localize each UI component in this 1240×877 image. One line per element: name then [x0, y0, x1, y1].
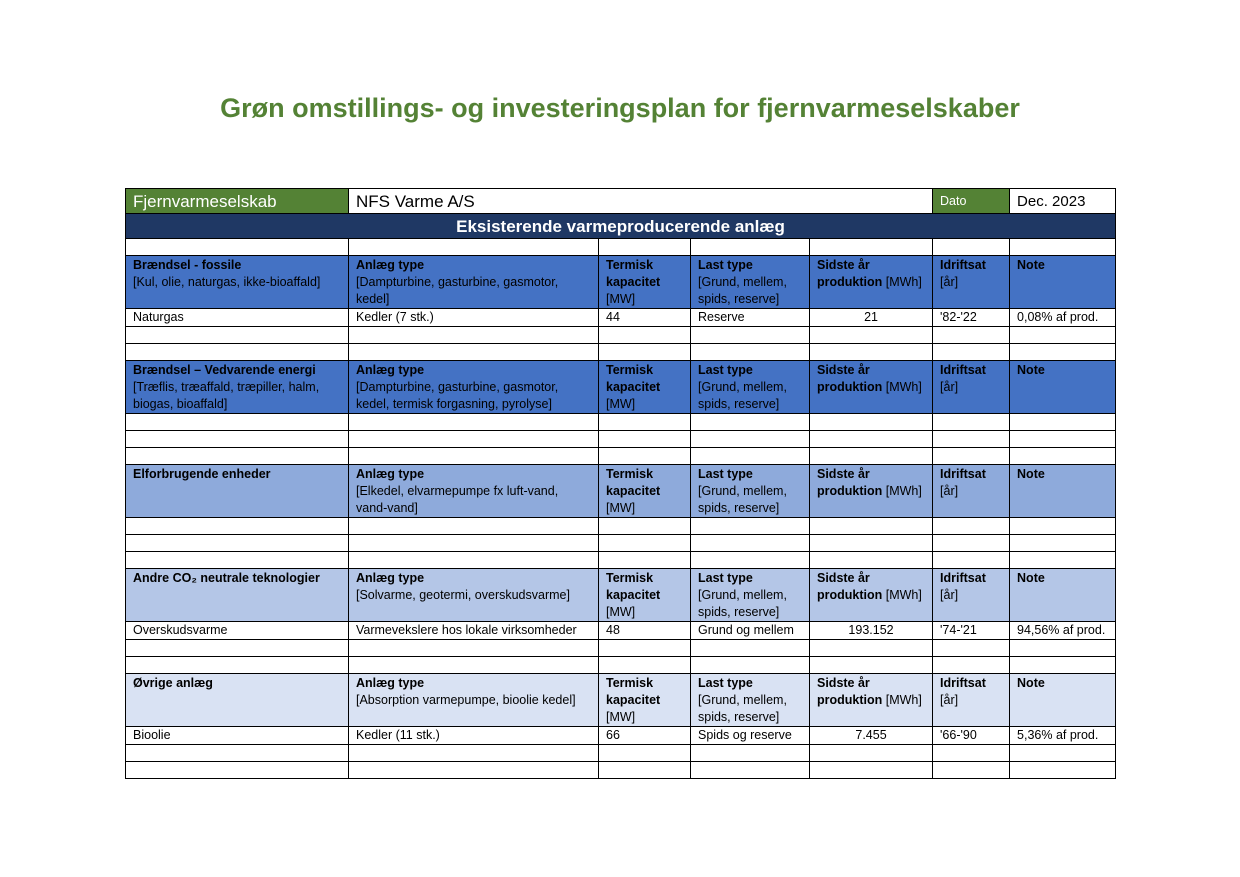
section-title-cell [126, 674, 349, 727]
empty-row [126, 657, 1116, 674]
last-type-cell [691, 256, 810, 309]
anlaeg-type-cell [349, 569, 599, 622]
termisk-cell [599, 361, 691, 414]
note-cell [1010, 361, 1116, 414]
termisk-unit: [MW] [606, 292, 636, 306]
empty-row [126, 518, 1116, 535]
row-capacity[interactable]: 66 [599, 727, 691, 745]
note-cell [1010, 674, 1116, 727]
section-title: Elforbrugende enheder [133, 467, 271, 481]
section-header-vedvarende [126, 361, 1116, 414]
anlaeg-type-title: Anlæg type [356, 676, 425, 690]
anlaeg-type-sub: [Absorption varmepumpe, bioolie kedel] [356, 693, 576, 707]
idrift-title: Idriftsat [940, 467, 986, 481]
idrift-cell [933, 361, 1010, 414]
anlaeg-type-title: Anlæg type [356, 363, 425, 377]
band-title: Eksisterende varmeproducerende anlæg [126, 214, 1116, 239]
anlaeg-type-cell [349, 465, 599, 518]
empty-row [126, 535, 1116, 552]
sidste-unit: [MWh] [885, 588, 922, 602]
idrift-cell [933, 256, 1010, 309]
last-type-sub: [Grund, mellem, spids, reserve] [698, 484, 787, 515]
termisk-cell [599, 256, 691, 309]
plant-table [125, 188, 1116, 779]
empty-row [126, 239, 1116, 256]
section-title: Brændsel – Vedvarende energi [133, 363, 316, 377]
row-name[interactable]: Overskudsvarme [126, 622, 349, 640]
empty-row [126, 448, 1116, 465]
row-years[interactable]: '66-'90 [933, 727, 1010, 745]
table-row [126, 622, 1116, 640]
note-title: Note [1017, 363, 1045, 377]
last-type-cell [691, 674, 810, 727]
section-title: Brændsel - fossile [133, 258, 242, 272]
last-type-sub: [Grund, mellem, spids, reserve] [698, 588, 787, 619]
band-row [126, 214, 1116, 239]
section-title-cell [126, 569, 349, 622]
empty-row [126, 552, 1116, 569]
anlaeg-type-cell [349, 674, 599, 727]
termisk-cell [599, 569, 691, 622]
empty-row [126, 327, 1116, 344]
empty-row [126, 745, 1116, 762]
termisk-unit: [MW] [606, 605, 636, 619]
row-load[interactable]: Spids og reserve [691, 727, 810, 745]
last-type-cell [691, 465, 810, 518]
sidste-title: Sidste år produktion [817, 258, 883, 289]
idrift-title: Idriftsat [940, 676, 986, 690]
row-years[interactable]: '74-'21 [933, 622, 1010, 640]
idrift-unit: [år] [940, 484, 959, 498]
anlaeg-type-title: Anlæg type [356, 258, 425, 272]
row-type[interactable]: Varmevekslere hos lokale virksomheder [349, 622, 599, 640]
section-subtitle: [Kul, olie, naturgas, ikke-bioaffald] [133, 275, 321, 289]
sidste-cell [810, 361, 933, 414]
sidste-title: Sidste år produktion [817, 571, 883, 602]
header-row [126, 189, 1116, 214]
section-header-fossile [126, 256, 1116, 309]
sidste-unit: [MWh] [885, 484, 922, 498]
anlaeg-type-sub: [Solvarme, geotermi, overskudsvarme] [356, 588, 570, 602]
table-row [126, 727, 1116, 745]
last-type-title: Last type [698, 363, 753, 377]
empty-row [126, 344, 1116, 361]
sidste-title: Sidste år produktion [817, 363, 883, 394]
last-type-title: Last type [698, 571, 753, 585]
last-type-title: Last type [698, 467, 753, 481]
last-type-title: Last type [698, 676, 753, 690]
note-title: Note [1017, 676, 1045, 690]
idrift-title: Idriftsat [940, 571, 986, 585]
row-type[interactable]: Kedler (7 stk.) [349, 309, 599, 327]
last-type-sub: [Grund, mellem, spids, reserve] [698, 275, 787, 306]
company-label: Fjernvarmeselskab [126, 189, 349, 214]
last-type-sub: [Grund, mellem, spids, reserve] [698, 380, 787, 411]
section-header-co2-neutrale [126, 569, 1116, 622]
section-title-cell [126, 256, 349, 309]
idrift-cell [933, 569, 1010, 622]
row-production[interactable]: 7.455 [810, 727, 933, 745]
table-row [126, 309, 1116, 327]
note-title: Note [1017, 467, 1045, 481]
termisk-unit: [MW] [606, 397, 636, 411]
note-cell [1010, 465, 1116, 518]
last-type-title: Last type [698, 258, 753, 272]
termisk-title: Termisk kapacitet [606, 467, 661, 498]
termisk-cell [599, 465, 691, 518]
termisk-title: Termisk kapacitet [606, 676, 661, 707]
last-type-sub: [Grund, mellem, spids, reserve] [698, 693, 787, 724]
row-load[interactable]: Reserve [691, 309, 810, 327]
row-note[interactable]: 94,56% af prod. [1010, 622, 1116, 640]
empty-row [126, 414, 1116, 431]
row-production[interactable]: 21 [810, 309, 933, 327]
section-title: Andre CO₂ neutrale teknologier [133, 571, 320, 585]
page-title: Grøn omstillings- og investeringsplan for fjernvarmeselskaber [220, 93, 1020, 123]
idrift-unit: [år] [940, 380, 959, 394]
row-note[interactable]: 0,08% af prod. [1010, 309, 1116, 327]
anlaeg-type-sub: [Dampturbine, gasturbine, gasmotor, kedel] [356, 275, 559, 306]
row-capacity[interactable]: 48 [599, 622, 691, 640]
section-title-cell [126, 465, 349, 518]
row-type[interactable]: Kedler (11 stk.) [349, 727, 599, 745]
section-title: Øvrige anlæg [133, 676, 213, 690]
last-type-cell [691, 361, 810, 414]
empty-row [126, 762, 1116, 779]
sidste-cell [810, 569, 933, 622]
note-title: Note [1017, 571, 1045, 585]
idrift-unit: [år] [940, 693, 959, 707]
idrift-cell [933, 465, 1010, 518]
date-label: Dato [933, 189, 1010, 214]
note-title: Note [1017, 258, 1045, 272]
section-header-elforbrugende [126, 465, 1116, 518]
anlaeg-type-sub: [Elkedel, elvarmepumpe fx luft-vand, vand-vand] [356, 484, 559, 515]
sidste-cell [810, 256, 933, 309]
termisk-title: Termisk kapacitet [606, 571, 661, 602]
idrift-title: Idriftsat [940, 363, 986, 377]
termisk-title: Termisk kapacitet [606, 363, 661, 394]
idrift-cell [933, 674, 1010, 727]
idrift-unit: [år] [940, 275, 959, 289]
anlaeg-type-title: Anlæg type [356, 571, 425, 585]
termisk-unit: [MW] [606, 501, 636, 515]
sidste-unit: [MWh] [885, 380, 922, 394]
row-note[interactable]: 5,36% af prod. [1010, 727, 1116, 745]
empty-row [126, 640, 1116, 657]
row-production[interactable]: 193.152 [810, 622, 933, 640]
termisk-cell [599, 674, 691, 727]
row-name[interactable]: Bioolie [126, 727, 349, 745]
anlaeg-type-title: Anlæg type [356, 467, 425, 481]
section-title-cell [126, 361, 349, 414]
row-capacity[interactable]: 44 [599, 309, 691, 327]
date-value[interactable]: Dec. 2023 [1010, 189, 1116, 214]
section-header-oevrige [126, 674, 1116, 727]
row-load[interactable]: Grund og mellem [691, 622, 810, 640]
last-type-cell [691, 569, 810, 622]
termisk-title: Termisk kapacitet [606, 258, 661, 289]
sidste-title: Sidste år produktion [817, 676, 883, 707]
idrift-title: Idriftsat [940, 258, 986, 272]
section-subtitle: [Træflis, træaffald, træpiller, halm, biogas, bioaffald] [133, 380, 320, 411]
idrift-unit: [år] [940, 588, 959, 602]
anlaeg-type-sub: [Dampturbine, gasturbine, gasmotor, kedel, termisk forgasning, pyrolyse] [356, 380, 559, 411]
anlaeg-type-cell [349, 256, 599, 309]
company-value[interactable]: NFS Varme A/S [349, 189, 933, 214]
sidste-cell [810, 465, 933, 518]
anlaeg-type-cell [349, 361, 599, 414]
sidste-cell [810, 674, 933, 727]
note-cell [1010, 569, 1116, 622]
row-years[interactable]: '82-'22 [933, 309, 1010, 327]
note-cell [1010, 256, 1116, 309]
sidste-title: Sidste år produktion [817, 467, 883, 498]
sidste-unit: [MWh] [885, 693, 922, 707]
empty-row [126, 431, 1116, 448]
row-name[interactable]: Naturgas [126, 309, 349, 327]
termisk-unit: [MW] [606, 710, 636, 724]
sidste-unit: [MWh] [885, 275, 922, 289]
